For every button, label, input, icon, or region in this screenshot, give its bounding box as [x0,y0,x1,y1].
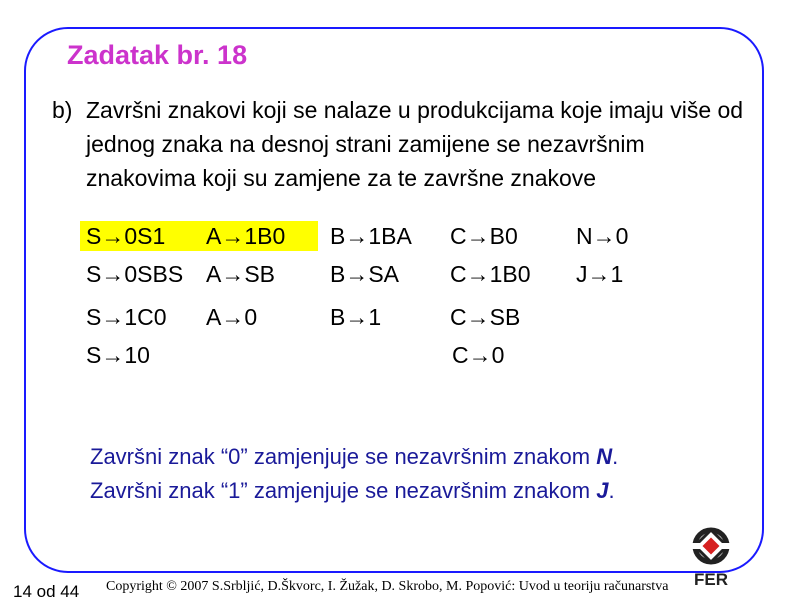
production-b-1ba: B→1BA [330,223,412,249]
page-number: 14 od 44 [13,582,80,601]
note-zero-text: Završni znak “0” zamjenjuje se nezavršnim znakom [90,444,597,469]
note-one [90,478,615,504]
note-zero-period: . [612,444,619,469]
production-c-0: C→0 [452,342,505,368]
production-c-b0: C→B0 [450,223,518,249]
fer-logo [688,527,734,589]
production-s-0sbs: S→0SBS [86,261,184,287]
note-one-symbol: J [596,478,609,503]
production-s-10: S→10 [86,342,150,368]
item-text: Završni znakovi koji se nalaze u produkcijama koje imaju više od jednog znaka na desnoj strani zamijene se nezavršnim znakovima koji su zamjene za te završne znakove [86,97,744,191]
production-a-0: A→0 [206,304,258,330]
production-a-sb: A→SB [206,261,276,287]
production-s-0s1: S→0S1 [80,221,198,251]
fer-logo-text: FER [694,570,728,589]
note-zero-symbol: N [596,444,613,469]
production-a-1b0: A→1B0 [198,221,318,251]
production-c-1b0: C→1B0 [450,261,531,287]
production-s-1c0: S→1C0 [86,304,167,330]
production-b-1: B→1 [330,304,382,330]
item-label: b) [52,97,73,123]
slide-title: Zadatak br. 18 [67,40,248,70]
production-b-sa: B→SA [330,261,400,287]
note-one-text: Završni znak “1” zamjenjuje se nezavršnim znakom [90,478,597,503]
production-n-0: N→0 [576,223,629,249]
production-j-1: J→1 [576,261,624,287]
fer-emblem-icon [691,530,731,562]
copyright-text: Copyright © 2007 S.Srbljić, D.Škvorc, I. Žužak, D. Skrobo, M. Popović: Uvod u teoriju računarstva [106,579,669,594]
note-zero [90,444,618,470]
note-one-period: . [608,478,615,503]
production-c-sb: C→SB [450,304,521,330]
